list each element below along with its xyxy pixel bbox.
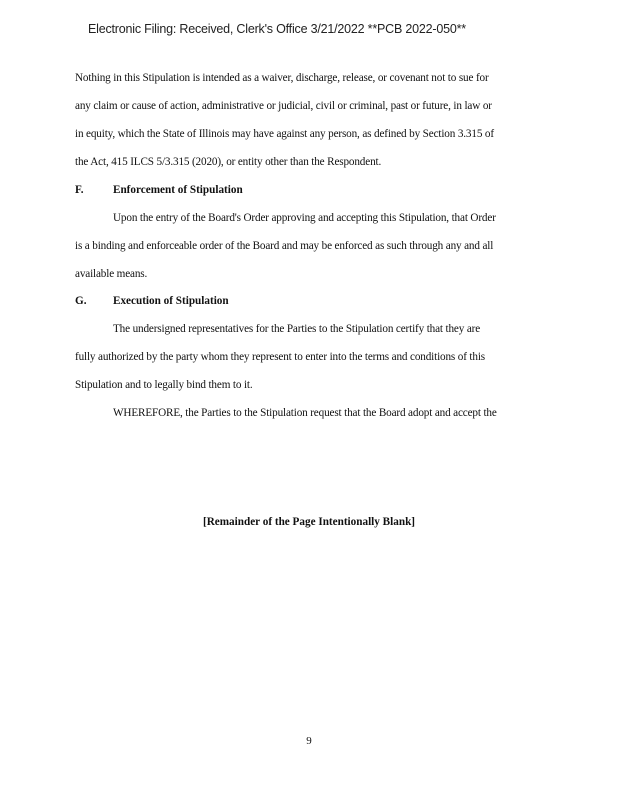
section-letter: G. [75,295,87,307]
paragraph-line: available means. [75,268,148,280]
paragraph-line: Upon the entry of the Board's Order approving and accepting this Stipulation, that Order [113,212,496,224]
paragraph-line: is a binding and enforceable order of the Board and may be enforced as such through any and all [75,240,494,252]
paragraph-line: Nothing in this Stipulation is intended as a waiver, discharge, release, or covenant not to sue for [75,72,489,84]
paragraph-line: The undersigned representatives for the Parties to the Stipulation certify that they are [113,323,481,335]
section-heading: Enforcement of Stipulation [113,184,243,196]
paragraph-line: fully authorized by the party whom they represent to enter into the terms and conditions of this [75,351,485,363]
section-letter: F. [75,184,84,196]
paragraph-line: the Act, 415 ILCS 5/3.315 (2020), or entity other than the Respondent. [75,156,382,168]
paragraph-line: Stipulation and to legally bind them to it. [75,379,253,391]
section-heading: Execution of Stipulation [113,295,229,307]
paragraph-line: in equity, which the State of Illinois may have against any person, as defined by Section 3.315 of [75,128,494,140]
paragraph-line: WHEREFORE, the Parties to the Stipulation request that the Board adopt and accept the [113,407,497,419]
page-number: 9 [306,735,312,747]
filing-stamp: Electronic Filing: Received, Clerk's Office 3/21/2022 **PCB 2022-050** [88,22,466,36]
paragraph-line: any claim or cause of action, administrative or judicial, civil or criminal, past or future, in law or [75,100,492,112]
remainder-blank-notice: [Remainder of the Page Intentionally Blank] [202,516,416,528]
